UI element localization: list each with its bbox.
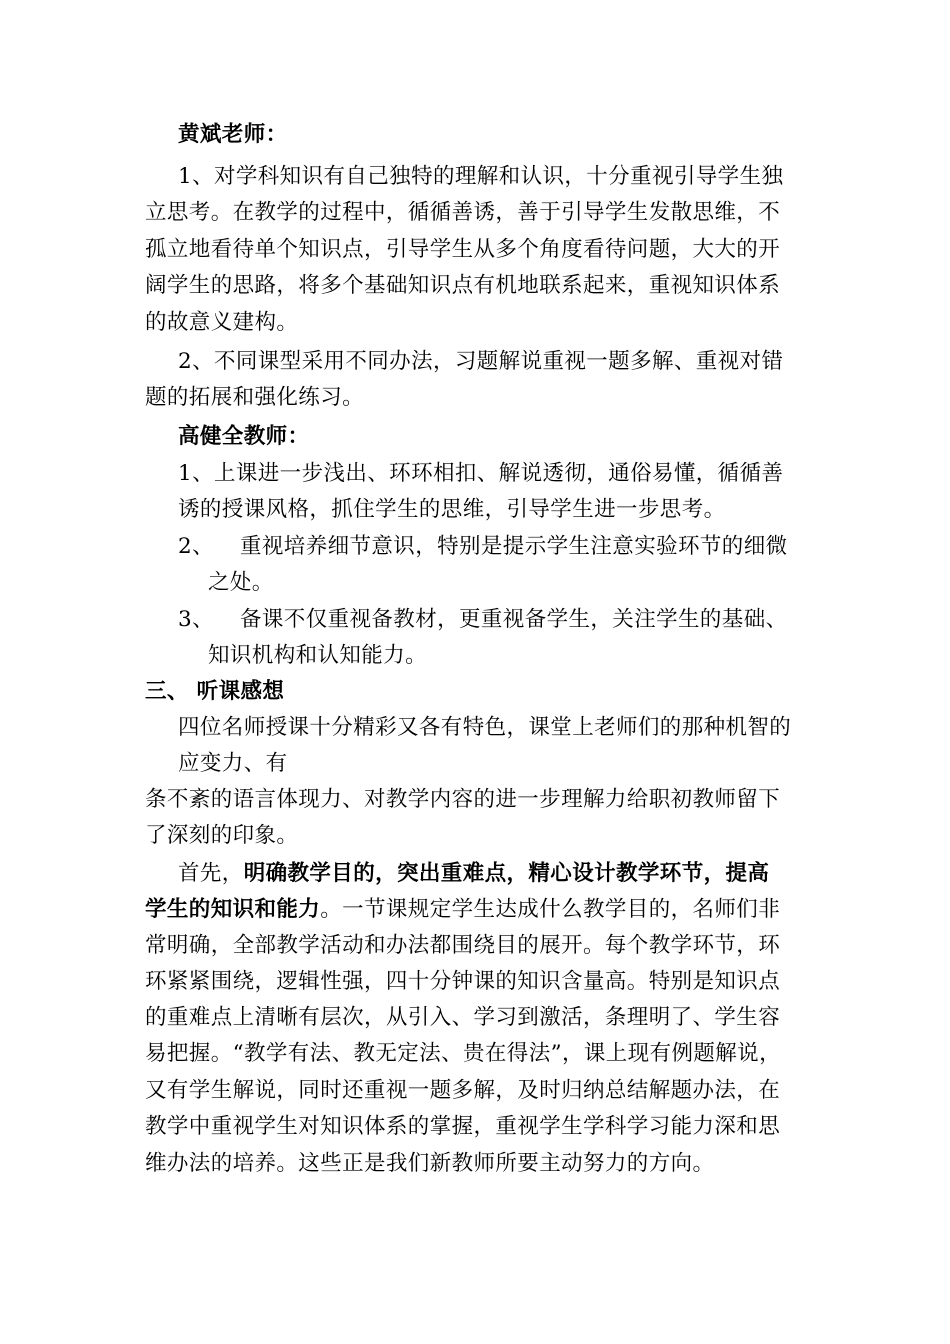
para-bold-emphasis: 明确教学目的，突出重难点，精心设计教学环节，提高: [243, 861, 770, 886]
teacher2-item2-line: 重视培养细节意识，特别是提示学生注意实验环节的细微: [240, 534, 788, 559]
teacher2-item1-line: 诱的授课风格，抓住学生的思维，引导学生进一步思考。: [178, 497, 726, 522]
teacher2-item3-line: 备课不仅重视备教材，更重视备学生，关注学生的基础、: [240, 607, 788, 632]
teacher2-item2-line: 之处。: [208, 570, 274, 595]
section3-para-line: 易把握。“教学有法、教无定法、贵在得法”，课上现有例题解说，: [145, 1041, 781, 1066]
teacher1-p1-line: 1、对学科知识有自己独特的理解和认识，十分重视引导学生独: [178, 164, 784, 189]
teacher1-p2-line: 题的拓展和强化练习。: [145, 385, 365, 410]
teacher1-p1-line: 的故意义建构。: [145, 310, 299, 335]
teacher2-name: 高健全教师：: [178, 424, 310, 449]
teacher1-p1-line: 立思考。在教学的过程中，循循善诱，善于引导学生发散思维，不: [145, 200, 781, 225]
section3-intro-line: 了深刻的印象。: [145, 823, 299, 848]
teacher2-item2-number: 2、: [178, 534, 214, 559]
section3-para-line: [178, 860, 769, 888]
para-bold-emphasis: 学生的知识和能力: [145, 897, 321, 922]
section3-intro-line: 条不紊的语言体现力、对教学内容的进一步理解力给职初教师留下: [145, 787, 781, 812]
teacher1-p2-line: 2、不同课型采用不同办法，习题解说重视一题多解、重视对错: [178, 349, 784, 374]
para-text: 。一节课规定学生达成什么教学目的，名师们非: [320, 897, 781, 922]
section3-intro-line: 应变力、有: [178, 751, 288, 776]
teacher1-p1-line: 阔学生的思路，将多个基础知识点有机地联系起来，重视知识体系: [145, 273, 781, 298]
para-lead: 首先，: [178, 861, 244, 886]
teacher1-name: 黄斌老师：: [178, 122, 288, 147]
teacher2-item1-line: 1、上课进一步浅出、环环相扣、解说透彻，通俗易懂，循循善: [178, 461, 784, 486]
section3-para-line: 教学中重视学生对知识体系的掌握，重视学生学科学习能力深和思: [145, 1114, 781, 1139]
section3-heading: 三、 听课感想: [145, 679, 285, 704]
teacher2-item3-number: 3、: [178, 607, 214, 632]
section3-intro-line: 四位名师授课十分精彩又各有特色，课堂上老师们的那种机智的: [178, 715, 792, 740]
teacher2-item3-line: 知识机构和认知能力。: [208, 643, 428, 668]
section3-para-line: 又有学生解说，同时还重视一题多解，及时归纳总结解题办法，在: [145, 1078, 781, 1103]
section3-para-line: 常明确，全部教学活动和办法都围绕目的展开。每个教学环节，环: [145, 933, 781, 958]
section3-para-line: 维办法的培养。这些正是我们新教师所要主动努力的方向。: [145, 1151, 715, 1176]
teacher1-p1-line: 孤立地看待单个知识点，引导学生从多个角度看待问题，大大的开: [145, 237, 781, 262]
section3-para-line: 环紧紧围绕，逻辑性强，四十分钟课的知识含量高。特别是知识点: [145, 969, 781, 994]
section3-para-line: 的重难点上清晰有层次，从引入、学习到激活，条理明了、学生容: [145, 1005, 781, 1030]
section3-para-line: [145, 896, 780, 924]
